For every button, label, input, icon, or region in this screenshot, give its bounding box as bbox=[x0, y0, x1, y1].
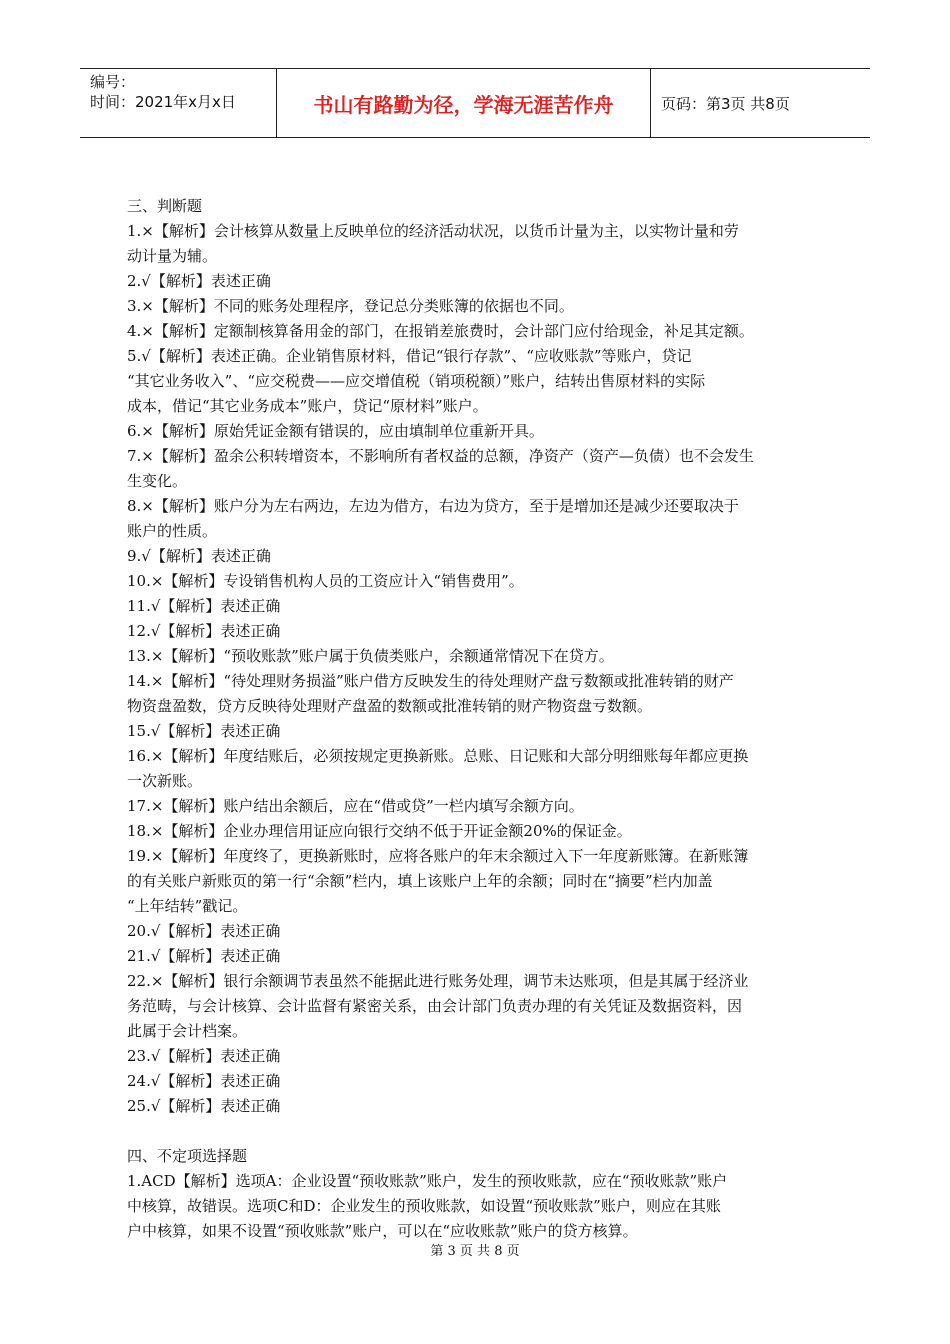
text-line: 25.√【解析】表述正确 bbox=[127, 1097, 281, 1115]
text-line: 21.√【解析】表述正确 bbox=[127, 947, 281, 965]
section-title-judgement: 三、判断题 bbox=[127, 197, 203, 215]
text-line: 16.×【解析】年度结账后，必须按规定更换新账。总账、日记账和大部分明细账每年都应更换 bbox=[127, 747, 749, 765]
text-line: 中核算，故错误。选项C和D：企业发生的预收账款，如设置“预收账款”账户，则应在其账 bbox=[127, 1197, 721, 1215]
page-header bbox=[80, 68, 870, 138]
text-line: 20.√【解析】表述正确 bbox=[127, 922, 281, 940]
text-line: 6.×【解析】原始凭证金额有错误的，应由填制单位重新开具。 bbox=[127, 422, 544, 440]
text-line: 5.√【解析】表述正确。企业销售原材料，借记“银行存款”、“应收账款”等账户，贷记 bbox=[127, 347, 692, 365]
text-line: 23.√【解析】表述正确 bbox=[127, 1047, 281, 1065]
judgement-answers bbox=[127, 219, 827, 1119]
text-line: 17.×【解析】账户结出余额后，应在“借或贷”一栏内填写余额方向。 bbox=[127, 797, 584, 815]
text-line: 此属于会计档案。 bbox=[127, 1022, 248, 1040]
text-line: 13.×【解析】“预收账款”账户属于负债类账户，余额通常情况下在贷方。 bbox=[127, 647, 614, 665]
text-line: 3.×【解析】不同的账务处理程序，登记总分类账簿的依据也不同。 bbox=[127, 297, 574, 315]
text-line: 11.√【解析】表述正确 bbox=[127, 597, 281, 615]
text-line: 账户的性质。 bbox=[127, 522, 218, 540]
text-line: 一次新账。 bbox=[127, 772, 203, 790]
header-motto: 书山有路勤为径，学海无涯苦作舟 bbox=[277, 69, 651, 137]
text-line: 8.×【解析】账户分为左右两边，左边为借方，右边为贷方，至于是增加还是减少还要取决于 bbox=[127, 497, 739, 515]
text-line: 1.×【解析】会计核算从数量上反映单位的经济活动状况，以货币计量为主，以实物计量和劳 bbox=[127, 222, 739, 240]
text-line: 18.×【解析】企业办理信用证应向银行交纳不低于开证金额20%的保证金。 bbox=[127, 822, 632, 840]
document-body bbox=[127, 194, 827, 1244]
document-time-label: 时间：2021年x月x日 bbox=[90, 93, 236, 111]
text-line: 7.×【解析】盈余公积转增资本，不影响所有者权益的总额，净资产（资产—负债）也不会发生 bbox=[127, 447, 754, 465]
text-line: 2.√【解析】表述正确 bbox=[127, 272, 271, 290]
text-line: 19.×【解析】年度终了，更换新账时，应将各账户的年末余额过入下一年度新账簿。在新账簿 bbox=[127, 847, 749, 865]
text-line: 10.×【解析】专设销售机构人员的工资应计入“销售费用”。 bbox=[127, 572, 524, 590]
text-line: 4.×【解析】定额制核算备用金的部门，在报销差旅费时，会计部门应付给现金，补足其定额。 bbox=[127, 322, 754, 340]
text-line: 14.×【解析】“待处理财务损溢”账户借方反映发生的待处理财产盘亏数额或批准转销的财产 bbox=[127, 672, 734, 690]
text-line: 成本，借记“其它业务成本”账户，贷记“原材料”账户。 bbox=[127, 397, 488, 415]
text-line: 1.ACD【解析】选项A：企业设置“预收账款”账户，发生的预收账款，应在“预收账款”账户 bbox=[127, 1172, 728, 1190]
text-line: 9.√【解析】表述正确 bbox=[127, 547, 271, 565]
text-line: 24.√【解析】表述正确 bbox=[127, 1072, 281, 1090]
document-id-label: 编号： bbox=[90, 73, 136, 91]
text-line: 12.√【解析】表述正确 bbox=[127, 622, 281, 640]
text-line: 生变化。 bbox=[127, 472, 188, 490]
text-line: 动计量为辅。 bbox=[127, 247, 218, 265]
header-meta bbox=[80, 69, 277, 137]
text-line: 务范畴，与会计核算、会计监督有紧密关系，由会计部门负责办理的有关凭证及数据资料，因 bbox=[127, 997, 743, 1015]
text-line: 户中核算，如果不设置“预收账款”账户，可以在“应收账款”账户的贷方核算。 bbox=[127, 1222, 638, 1240]
section-title-multiple-choice: 四、不定项选择题 bbox=[127, 1147, 248, 1165]
header-page-number: 页码：第3页 共8页 bbox=[661, 94, 790, 113]
multiple-choice-answers bbox=[127, 1169, 827, 1244]
text-line: 的有关账户新账页的第一行“余额”栏内，填上该账户上年的余额；同时在“摘要”栏内加盖 bbox=[127, 872, 713, 890]
page-footer: 第 3 页 共 8 页 bbox=[430, 1244, 520, 1259]
text-line: 物资盘盈数，贷方反映待处理财产盘盈的数额或批准转销的财产物资盘亏数额。 bbox=[127, 697, 653, 715]
section-gap bbox=[127, 1119, 827, 1144]
text-line: “上年结转”戳记。 bbox=[127, 897, 248, 915]
text-line: 15.√【解析】表述正确 bbox=[127, 722, 281, 740]
text-line: 22.×【解析】银行余额调节表虽然不能据此进行账务处理，调节未达账项，但是其属于经济业 bbox=[127, 972, 749, 990]
text-line: “其它业务收入”、“应交税费——应交增值税（销项税额）”账户，结转出售原材料的实际 bbox=[127, 372, 706, 390]
